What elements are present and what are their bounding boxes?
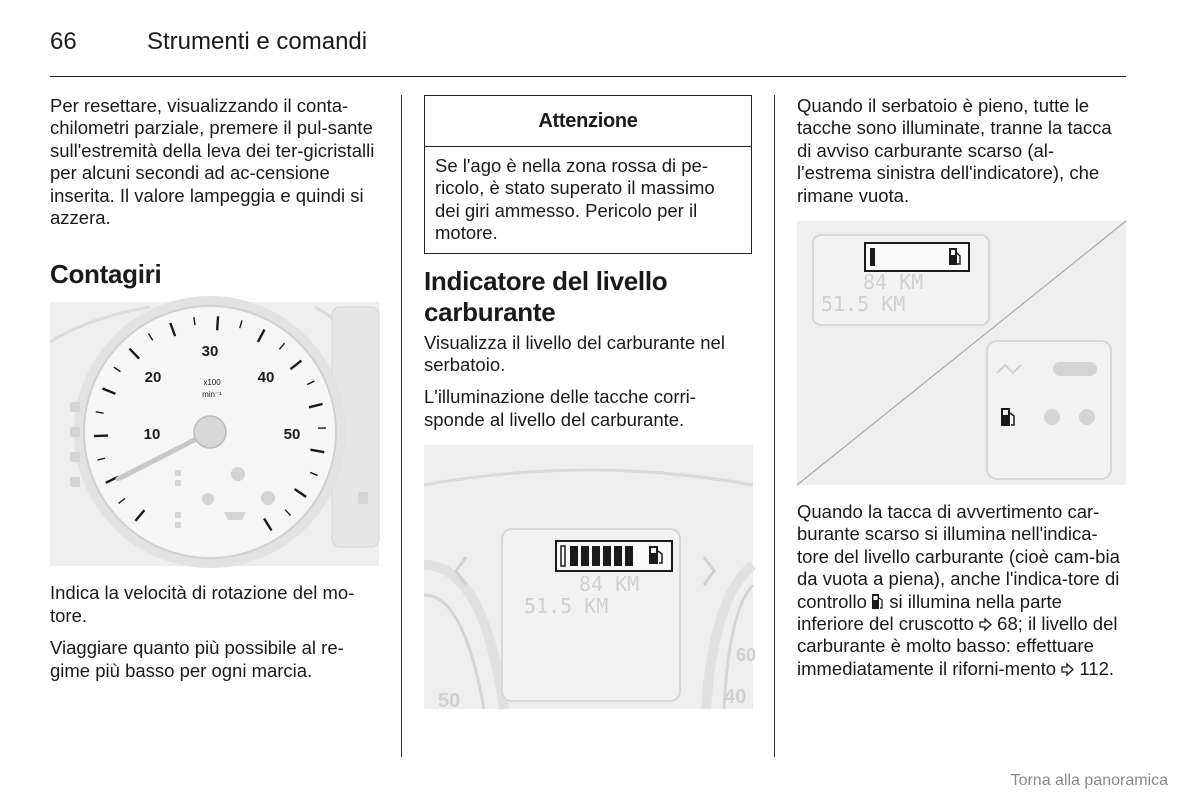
- low-fuel-text-a: Quando la tacca di avvertimento car-burante scarso si illumina nell'indica-tore del livello carburante (cioè cam-bia da vuota a piena), anche l'indica-tore di controllo: [797, 501, 1120, 612]
- fuel-segment-reserve-lit: [870, 248, 875, 266]
- column-1: [50, 95, 380, 692]
- section-title-fuel-gauge: Indicatore del livello carburante: [424, 265, 668, 327]
- fuel-gauge-low-figure: [797, 221, 1126, 485]
- low-fuel-paragraph: [797, 501, 1127, 680]
- low-fuel-text-c: ; il livello del carburante è molto basso: effettuare immediatamente il riforni-mento: [797, 613, 1118, 679]
- column-3: [797, 95, 1127, 690]
- page-number: 66: [50, 28, 77, 55]
- back-to-overview-link[interactable]: Torna alla panoramica: [1010, 772, 1168, 789]
- tachometer-description: Indica la velocità di rotazione del mo-tore.: [50, 582, 355, 626]
- full-tank-paragraph: Quando il serbatoio è pieno, tutte le tacche sono illuminate, tranne la tacca di avviso carburante scarso (al-l'estrema sinistra dell'indicatore), che rimane vuota.: [797, 95, 1112, 206]
- chapter-title: Strumenti e comandi: [147, 28, 368, 55]
- tach-label-50: 50: [283, 426, 301, 444]
- tach-multiplier: x100: [203, 378, 221, 388]
- column-divider: [401, 95, 402, 757]
- fuel-segment: [570, 546, 578, 566]
- column-2: [424, 95, 757, 713]
- fuel-pump-icon: [872, 594, 884, 609]
- odometer-line-2: 51.5 KM: [524, 594, 609, 619]
- column-divider: [774, 95, 775, 757]
- gauge-label-left: 50: [438, 690, 461, 713]
- fuel-gauge-description: Visualizza il livello del carburante nel serbatoio.: [424, 331, 725, 376]
- warning-text: Se l'ago è nella zona rossa di pe-ricolo, è stato superato il massimo dei giri ammesso. Pericolo per il motore.: [435, 155, 715, 244]
- fuel-gauge-full-figure: [424, 445, 757, 713]
- fuel-segment: [603, 546, 611, 566]
- page-header: [50, 24, 1126, 77]
- odometer-line-1: 84 KM: [579, 572, 640, 597]
- odometer-line-2: 51.5 KM: [821, 292, 906, 317]
- page-reference-112[interactable]: 112: [1079, 657, 1109, 679]
- tach-needle-hub: [194, 416, 226, 448]
- fuel-segment: [614, 546, 622, 566]
- fuel-segment: [581, 546, 589, 566]
- arrow-reference-icon: [1061, 663, 1074, 676]
- arrow-reference-icon: [979, 618, 992, 631]
- fuel-segment: [625, 546, 633, 566]
- low-fuel-text-d: .: [1108, 657, 1115, 679]
- odometer-line-1: 84 KM: [863, 270, 924, 295]
- warning-title: Attenzione: [425, 96, 751, 147]
- tach-unit: min⁻¹: [202, 390, 222, 400]
- tach-tick: [217, 317, 218, 331]
- tach-label-40: 40: [257, 369, 275, 387]
- tachometer-figure: [50, 302, 379, 566]
- section-title-tachometer: Contagiri: [50, 259, 162, 290]
- tach-label-20: 20: [144, 369, 162, 387]
- low-fuel-text-b: si illumina nella parte inferiore del cruscotto: [797, 590, 1062, 635]
- tach-label-10: 10: [143, 426, 161, 444]
- tachometer-advice: Viaggiare quanto più possibile al re-gime più basso per ogni marcia.: [50, 637, 344, 681]
- gauge-label-right-2: 40: [724, 686, 747, 709]
- tach-label-30: 30: [201, 343, 219, 361]
- fuel-gauge-illumination: L'illuminazione delle tacche corri-sponde al livello del carburante.: [424, 386, 696, 430]
- gauge-label-right-1: 60: [736, 645, 757, 666]
- fuel-segment: [592, 546, 600, 566]
- page-reference-68[interactable]: 68: [997, 613, 1018, 635]
- warning-box: [424, 95, 752, 254]
- intro-paragraph: Per resettare, visualizzando il conta-chilometri parziale, premere il pul-sante sull'estremità della leva dei ter-gicristalli per alcuni secondi ad ac-censione inserita. Il valore lampeggia e quindi si azzera.: [50, 95, 375, 229]
